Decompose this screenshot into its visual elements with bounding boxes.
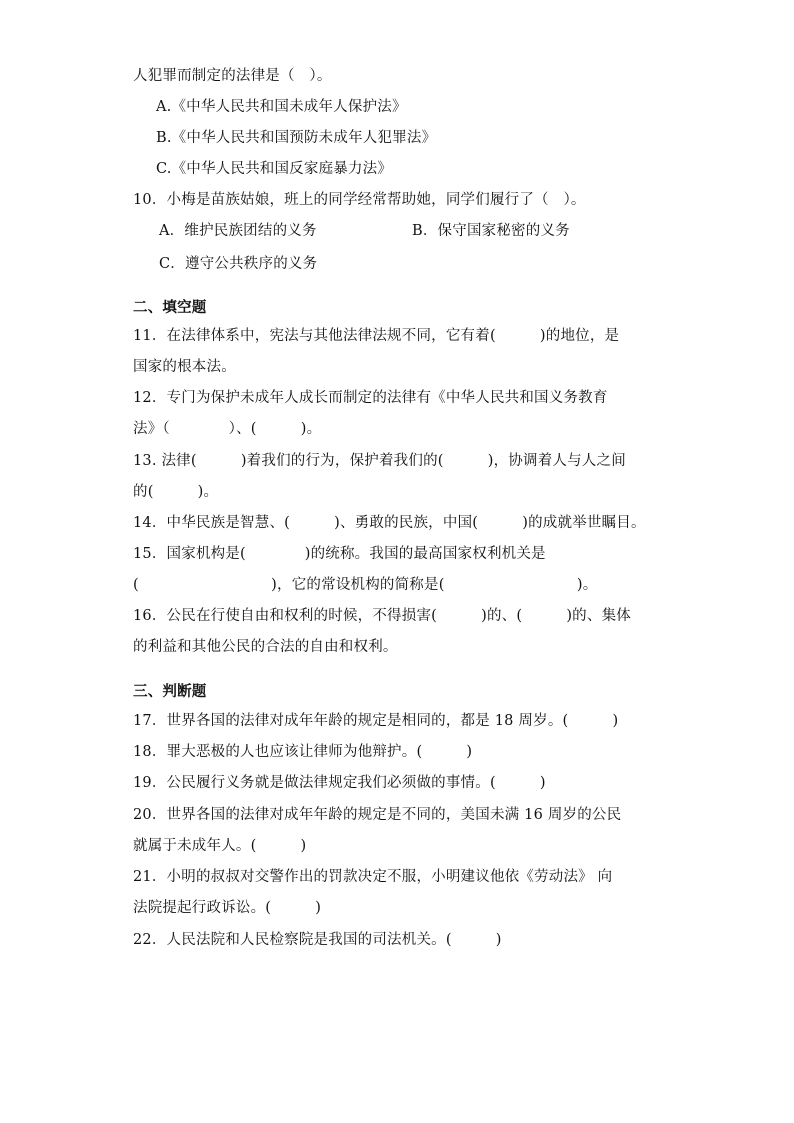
q10-stem: 10．小梅是苗族姑娘，班上的同学经常帮助她，同学们履行了（ ）。 [133, 192, 586, 208]
q11-line-1: 11．在法律体系中，宪法与其他法律法规不同，它有着( )的地位，是 [133, 328, 620, 344]
section-fill-in-title: 二、填空题 [133, 299, 207, 316]
q9-option-b: B.《中华人民共和国预防未成年人犯罪法》 [156, 130, 437, 146]
q16-line-2: 的利益和其他公民的合法的自由和权利。 [133, 639, 398, 655]
q22-line: 22．人民法院和人民检察院是我国的司法机关。( ) [133, 932, 502, 948]
q14-line: 14．中华民族是智慧、( )、勇敢的民族，中国( )的成就举世瞩目。 [133, 515, 646, 531]
q10-option-b: B．保守国家秘密的义务 [412, 223, 570, 239]
q10-option-a: A．维护民族团结的义务 [159, 223, 317, 239]
q9-stem-continuation: 人犯罪而制定的法律是（ ）。 [133, 68, 332, 84]
q11-line-2: 国家的根本法。 [133, 359, 236, 375]
q15-line-1: 15．国家机构是( )的统称。我国的最高国家权利机关是 [133, 546, 546, 562]
q16-line-1: 16．公民在行使自由和权利的时候，不得损害( )的、( )的、集体 [133, 608, 631, 624]
q12-line-2: 法》（ ）、( )。 [133, 421, 322, 437]
q9-option-c: C.《中华人民共和国反家庭暴力法》 [156, 161, 393, 177]
q20-line-1: 20．世界各国的法律对成年年龄的规定是不同的，美国未满 16 周岁的公民 [133, 807, 622, 823]
q12-line-1: 12．专门为保护未成年人成长而制定的法律有《中华人民共和国义务教育 [133, 390, 608, 406]
q20-line-2: 就属于未成年人。( ) [133, 838, 307, 854]
q15-line-2: ( )，它的常设机构的简称是( )。 [133, 577, 598, 593]
q21-line-2: 法院提起行政诉讼。( ) [133, 900, 322, 916]
q10-option-c: C．遵守公共秩序的义务 [159, 256, 318, 272]
q9-option-a: A.《中华人民共和国未成年人保护法》 [156, 99, 407, 115]
q13-line-1: 13. 法律( )着我们的行为，保护着我们的( )，协调着人与人之间 [133, 453, 626, 469]
q19-line: 19．公民履行义务就是做法律规定我们必须做的事情。( ) [133, 775, 546, 791]
q21-line-1: 21．小明的叔叔对交警作出的罚款决定不服，小明建议他依《劳动法》 向 [133, 869, 613, 885]
q18-line: 18．罪大恶极的人也应该让律师为他辩护。( ) [133, 744, 473, 760]
q13-line-2: 的( )。 [133, 484, 219, 500]
q17-line: 17．世界各国的法律对成年年龄的规定是相同的，都是 18 周岁。( ) [133, 713, 619, 729]
section-true-false-title: 三、判断题 [133, 683, 207, 700]
